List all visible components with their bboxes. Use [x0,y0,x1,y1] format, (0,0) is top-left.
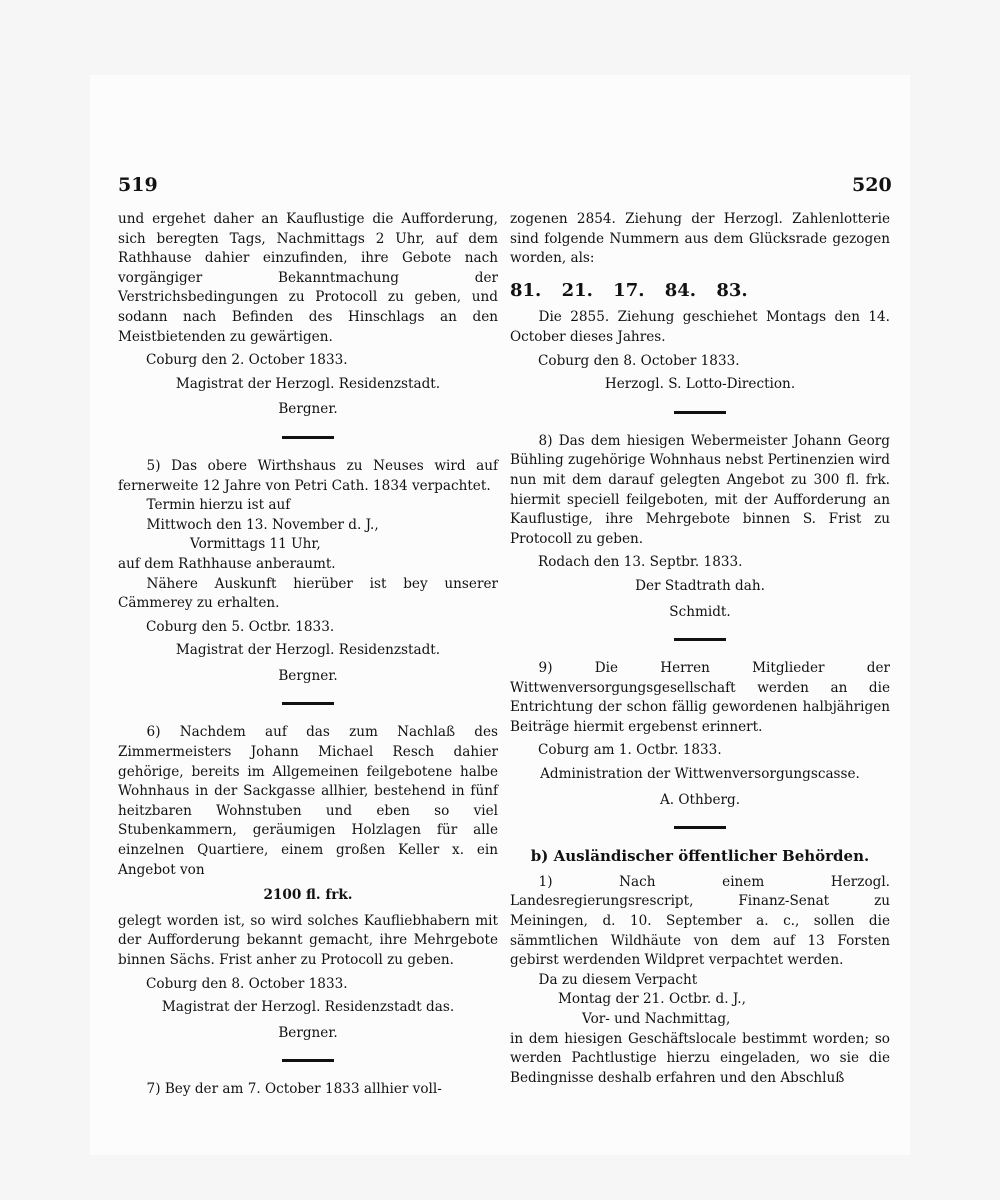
section-divider [282,1059,334,1062]
notice-6-text-continued: gelegt worden ist, so wird solches Kaufliebhabern mit der Aufforderung bekannt gemacht, ihre Mehrgebote binnen Sächs. Frist anher zu Protocoll zu geben. [118,912,498,968]
notice-9-signature: A. Othberg. [659,791,741,808]
notice-7-start: 7) Bey der am 7. October 1833 allhier voll- [146,1081,442,1098]
notice-b1-lead: Da zu diesem Verpacht [538,971,698,988]
notice-6-authority: Magistrat der Herzogl. Residenzstadt das. [161,999,455,1016]
notice-6-text: 6) Nachdem auf das zum Nachlaß des Zimmermeisters Johann Michael Resch dahier gehörige, bereits im Allgemeinen feilgebotene halbe Wohnhaus in der Sackgasse allhier, bestehend in fünf heitzbaren Wohnstuben und eben so viel Stubenkammern, geräumigen Holzlagen für alle einzelnen Quartiere, einem großen Keller x. ein Angebot von [118,724,498,878]
notice-6-date: Coburg den 8. October 1833. [146,975,348,992]
left-column [118,210,498,1100]
section-divider [282,436,334,439]
notice-8-authority: Der Stadtrath dah. [635,577,765,594]
notice-5-day: Mittwoch den 13. November d. J., [146,516,379,533]
section-divider [674,826,726,829]
right-page-number: 520 [852,174,892,196]
section-divider [674,411,726,414]
notice-7-continuation: zogenen 2854. Ziehung der Herzogl. Zahlenlotterie sind folgende Nummern aus dem Glücksrade gezogen worden, als: [510,211,890,267]
notice-date: Coburg den 2. October 1833. [146,352,348,369]
notice-6-amount: 2100 fl. frk. [263,887,353,904]
left-page-number: 519 [118,174,158,196]
notice-8-text: 8) Das dem hiesigen Webermeister Johann Georg Bühling zugehörige Wohnhaus nebst Pertinenzien wird nun mit dem darauf gelegten Angebot zu 300 fl. frk. hiermit speciell feilgeboten, mit der Aufforderung an Kauflustige, ihre Mehrgebote binnen S. Frist zu Protocoll zu geben. [510,432,890,547]
notice-authority: Magistrat der Herzogl. Residenzstadt. [175,375,441,392]
notice-b1-time: Vor- und Nachmittag, [582,1011,731,1027]
notice-b1-day: Montag der 21. Octbr. d. J., [558,991,746,1008]
notice-signature: Bergner. [278,401,338,418]
notice-5-text: 5) Das obere Wirthshaus zu Neuses wird auf fernerweite 12 Jahre von Petri Cath. 1834 verpachtet. [118,457,498,494]
notice-5-authority: Magistrat der Herzogl. Residenzstadt. [175,642,441,659]
notice-b1-text: 1) Nach einem Herzogl. Landesregierungsrescript, Finanz-Senat zu Meiningen, d. 10. September a. c., sollen die sämmtlichen Wildhäute von dem auf 13 Forsten gebirst werdenden Wildpret verpachtet werden. [510,873,890,969]
section-divider [674,638,726,641]
notice-7-next-draw: Die 2855. Ziehung geschiehet Montags den 14. October dieses Jahres. [510,309,890,345]
notice-5-place: auf dem Rathhause anberaumt. [118,555,336,572]
right-column [510,210,890,1088]
notice-5-signature: Bergner. [278,667,338,684]
notice-7-authority: Herzogl. S. Lotto-Direction. [604,376,796,393]
notice-8-date: Rodach den 13. Septbr. 1833. [538,554,743,571]
notice-5-info: Nähere Auskunft hierüber ist bey unserer Cämmerey zu erhalten. [118,575,498,612]
notice-9-text: 9) Die Herren Mitglieder der Wittwenversorgungsgesellschaft werden an die Entrichtung der schon fällig gewordenen halbjährigen Beiträge hiermit ergebenst erinnert. [510,660,890,735]
notice-6-signature: Bergner. [278,1024,338,1041]
notice-8-signature: Schmidt. [669,603,731,620]
lottery-numbers: 81. 21. 17. 84. 83. [510,279,748,301]
notice-9-date: Coburg am 1. Octbr. 1833. [538,742,722,759]
section-b-heading: b) Ausländischer öffentlicher Behörden. [530,847,870,866]
notice-b1-rest: in dem hiesigen Geschäftslocale bestimmt worden; so werden Pachtlustige hierzu eingeladen, wo sie die Bedingnisse deshalb erfahren und den Abschluß [510,1030,890,1086]
notice-7-date: Coburg den 8. October 1833. [538,352,740,369]
notice-5-date: Coburg den 5. Octbr. 1833. [146,618,335,635]
notice-5-time: Vormittags 11 Uhr, [190,536,321,553]
notice-continuation: und ergehet daher an Kauflustige die Aufforderung, sich beregten Tags, Nachmittags 2 Uhr, auf dem Rathhause dahier einzufinden, ihre Gebote nach vorgängiger Bekanntmachung der Verstrichsbedingungen zu Protocoll zu geben, und sodann nach Befinden des Hinschlags an den Meistbietenden zu gewärtigen. [118,211,498,345]
notice-5-termin: Termin hierzu ist auf [146,497,291,514]
section-divider [282,702,334,705]
notice-9-authority: Administration der Wittwenversorgungscasse. [540,766,860,783]
